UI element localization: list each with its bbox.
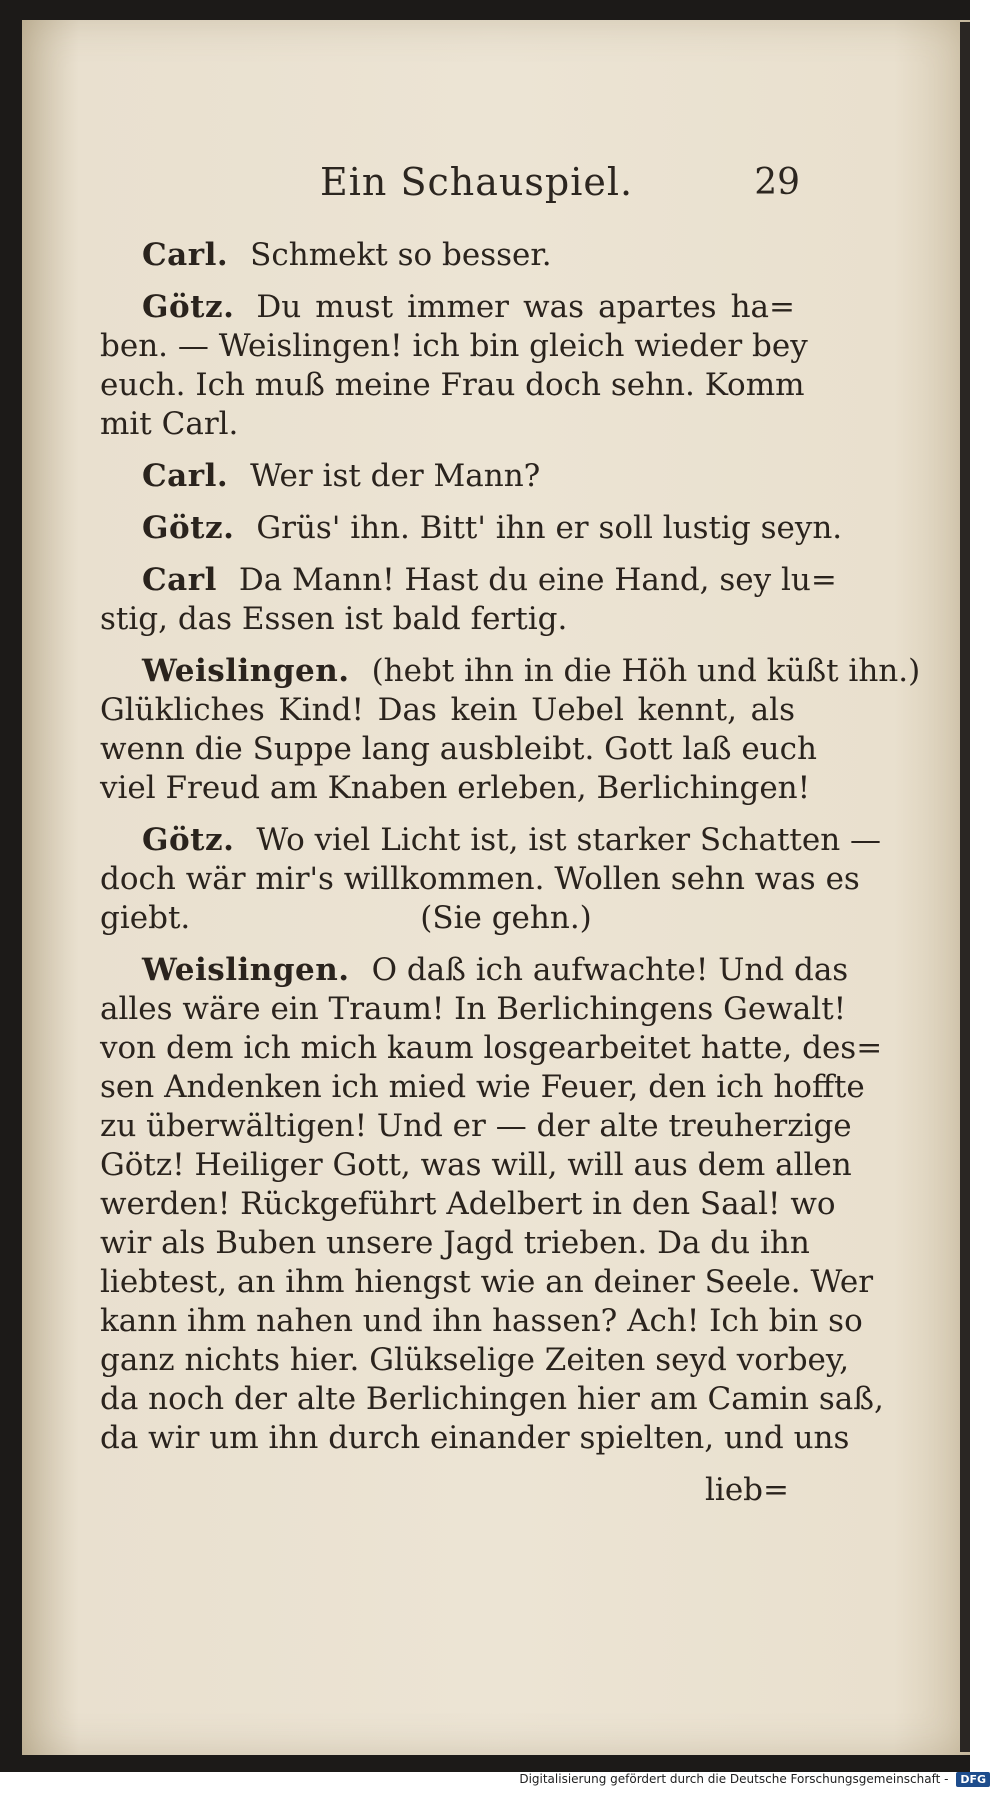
- running-title: Ein Schauspiel.: [320, 160, 634, 204]
- text-line: [100, 990, 847, 1029]
- paragraph: [100, 509, 843, 548]
- line-text: stig, das Essen ist bald fertig.: [100, 601, 568, 637]
- paragraph: [100, 821, 882, 938]
- text-line: [100, 1146, 852, 1185]
- paragraph: [100, 951, 884, 1458]
- paragraph: [100, 236, 795, 275]
- speaker-name: Weislingen.: [142, 653, 350, 689]
- line-text: ben. — Weislingen! ich bin gleich wieder bey: [100, 328, 808, 364]
- text-line: [100, 730, 817, 769]
- text-line: [100, 691, 795, 730]
- speaker-name: Carl.: [142, 458, 229, 494]
- line-text: Schmekt so besser.: [250, 237, 552, 273]
- speaker-name: Götz.: [142, 510, 235, 546]
- text-line: [100, 1185, 836, 1224]
- digitization-credit: [0, 1772, 1000, 1794]
- text-line: [100, 652, 921, 691]
- line-text: wenn die Suppe lang ausbleibt. Gott laß euch: [100, 731, 817, 767]
- line-text: Du must immer was apartes ha=: [256, 289, 795, 325]
- paragraph: [100, 457, 795, 496]
- paragraph: [100, 561, 837, 639]
- text-line: [100, 860, 860, 899]
- text-line: [100, 1263, 874, 1302]
- line-text: giebt.: [100, 900, 191, 936]
- line-text: da noch der alte Berlichingen hier am Camin saß,: [100, 1381, 884, 1417]
- text-line: [100, 821, 882, 860]
- text-line: [100, 561, 837, 600]
- paragraph: [100, 288, 808, 444]
- stage-direction: (Sie gehn.): [420, 900, 592, 936]
- text-line: [100, 288, 795, 327]
- line-text: Glükliches Kind! Das kein Uebel kennt, als: [100, 692, 795, 728]
- text-block: [100, 236, 921, 1510]
- line-text: ganz nichts hier. Glükselige Zeiten seyd vorbey,: [100, 1342, 850, 1378]
- text-line: [100, 1224, 810, 1263]
- line-text: Grüs' ihn. Bitt' ihn er soll lustig seyn.: [256, 510, 843, 546]
- line-text: (hebt ihn in die Höh und küßt ihn.): [371, 653, 921, 689]
- line-text: doch wär mir's willkommen. Wollen sehn was es: [100, 861, 860, 897]
- dfg-logo: DFG: [956, 1772, 990, 1787]
- line-text: wir als Buben unsere Jagd trieben. Da du ihn: [100, 1225, 810, 1261]
- text-line: [100, 951, 849, 990]
- line-text: von dem ich mich kaum losgearbeitet hatte, des=: [100, 1030, 883, 1066]
- line-text: Da Mann! Hast du eine Hand, sey lu=: [238, 562, 837, 598]
- text-line: [100, 405, 795, 444]
- speaker-name: Carl.: [142, 237, 229, 273]
- speaker-name: Weislingen.: [142, 952, 350, 988]
- text-line: [100, 1068, 865, 1107]
- line-text: sen Andenken ich mied wie Feuer, den ich hoffte: [100, 1069, 865, 1105]
- speaker-name: Götz.: [142, 822, 235, 858]
- text-line: [100, 457, 795, 496]
- text-line: [100, 1107, 852, 1146]
- line-text: Götz! Heiliger Gott, was will, will aus dem allen: [100, 1147, 852, 1183]
- credit-text: Digitalisierung gefördert durch die Deutsche Forschungsgemeinschaft -: [519, 1772, 949, 1786]
- line-text: O daß ich aufwachte! Und das: [371, 952, 849, 988]
- line-text: euch. Ich muß meine Frau doch sehn. Komm: [100, 367, 805, 403]
- line-text: alles wäre ein Traum! In Berlichingens Gewalt!: [100, 991, 847, 1027]
- page-number: 29: [754, 162, 800, 203]
- line-text: liebtest, an ihm hiengst wie an deiner Seele. Wer: [100, 1264, 874, 1300]
- speaker-name: Carl: [142, 562, 217, 598]
- text-line: [100, 1029, 883, 1068]
- text-line: [100, 327, 808, 366]
- line-text: kann ihm nahen und ihn hassen? Ach! Ich bin so: [100, 1303, 863, 1339]
- page-edge: [960, 22, 970, 1752]
- text-line: [100, 1302, 863, 1341]
- line-text: Wo viel Licht ist, ist starker Schatten —: [256, 822, 882, 858]
- line-text: werden! Rückgeführt Adelbert in den Saal! wo: [100, 1186, 836, 1222]
- text-line: [100, 899, 795, 938]
- line-text: zu überwältigen! Und er — der alte treuherzige: [100, 1108, 852, 1144]
- text-line: [100, 236, 795, 275]
- text-line: [100, 1341, 850, 1380]
- text-line: [100, 600, 795, 639]
- paragraph: [100, 652, 921, 808]
- text-line: [100, 1380, 884, 1419]
- catchword: lieb=: [705, 1472, 789, 1508]
- text-line: [100, 1419, 850, 1458]
- line-text: da wir um ihn durch einander spielten, und uns: [100, 1420, 850, 1456]
- text-line: [100, 769, 811, 808]
- text-line: [100, 366, 805, 405]
- line-text: viel Freud am Knaben erleben, Berlichingen!: [100, 770, 811, 806]
- text-line: [100, 509, 843, 548]
- line-text: Wer ist der Mann?: [250, 458, 541, 494]
- speaker-name: Götz.: [142, 289, 235, 325]
- line-text: mit Carl.: [100, 406, 239, 442]
